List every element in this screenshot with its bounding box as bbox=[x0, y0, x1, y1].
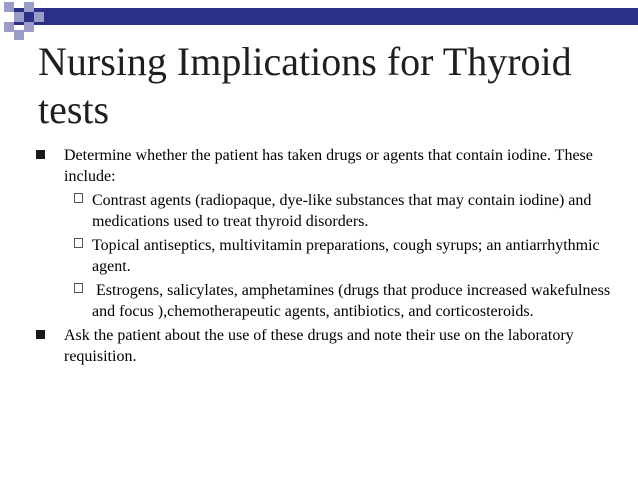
hollow-square-bullet-icon bbox=[74, 238, 83, 248]
sub-bullet-text: Estrogens, salicylates, amphetamines (drugs that produce increased wakefulness and focus ),chemotherapeutic agents, antibiotics, and corticosteroids. bbox=[92, 282, 615, 320]
hollow-square-bullet-icon bbox=[74, 193, 83, 203]
square-bullet-icon bbox=[36, 330, 45, 339]
decor-square bbox=[14, 30, 24, 40]
sub-bullet-text: Contrast agents (radiopaque, dye-like substances that may contain iodine) and medications used to treat thyroid disorders. bbox=[92, 192, 592, 230]
bullet-text: Determine whether the patient has taken drugs or agents that contain iodine. These include: bbox=[64, 147, 593, 185]
sub-bullet-text: Topical antiseptics, multivitamin preparations, cough syrups; an antiarrhythmic agent. bbox=[92, 237, 600, 275]
slide-body bbox=[36, 145, 626, 370]
sub-bullet-item bbox=[64, 235, 626, 277]
square-bullet-icon bbox=[36, 150, 45, 159]
decor-square bbox=[4, 22, 14, 32]
decorative-header bbox=[0, 0, 638, 40]
decor-square bbox=[24, 2, 34, 12]
decor-square bbox=[24, 22, 34, 32]
bullet-item bbox=[36, 145, 626, 322]
decor-square bbox=[14, 12, 24, 22]
decor-square bbox=[34, 12, 44, 22]
sub-bullet-item bbox=[64, 190, 626, 232]
slide-title: Nursing Implications for Thyroid tests bbox=[38, 39, 572, 132]
decor-square bbox=[4, 2, 14, 12]
hollow-square-bullet-icon bbox=[74, 283, 83, 293]
header-banner-bar bbox=[14, 8, 638, 25]
bullet-item bbox=[36, 325, 626, 367]
bullet-text: Ask the patient about the use of these drugs and note their use on the laboratory requisition. bbox=[64, 327, 574, 365]
sub-bullet-list bbox=[64, 190, 626, 322]
sub-bullet-item bbox=[64, 280, 626, 322]
